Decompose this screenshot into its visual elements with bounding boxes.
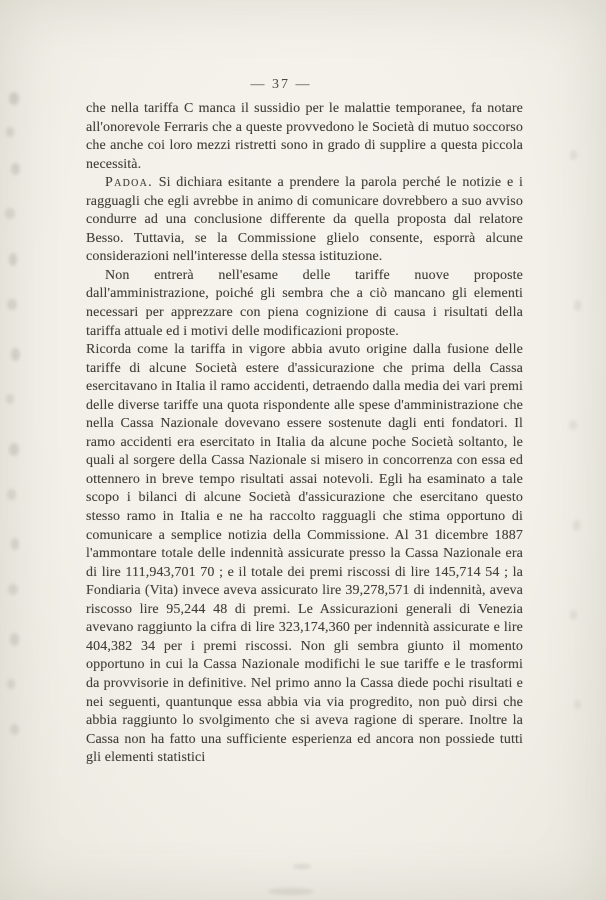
ink-bleed-mark (7, 299, 17, 310)
ink-bleed-mark (9, 253, 17, 266)
ink-bleed-mark (268, 888, 314, 895)
ink-bleed-mark (10, 633, 19, 646)
ink-bleed-mark (574, 300, 581, 311)
paragraph: Ricorda come la tariffa in vigore abbia avuto origine dalla fusione delle tariffe di alcune Società estere d'assicurazione che prima della Cassa esercitavano in Italia il ramo accidenti, detraendo dalla media dei vari premi delle diverse tariffe una quota rispondente alle spese d'amministrazione che nella Cassa Nazionale dovevano essere sostenute dagli enti fondatori. Il ramo accidenti era esercitato in Italia da alcune poche Società soltanto, le quali al sorgere della Cassa Nazionale si misero in concorrenza con essa ed ottennero in breve tempo risultati assai notevoli. Egli ha esaminato a tale scopo i bilanci di alcune Società d'assicurazione che esercitano questo stesso ramo in Italia e ne ha raccolto ragguagli che stima opportuno di comunicare a semplice notizia della Commissione. Al 31 dicembre 1887 l'ammontare totale delle indennità assicurate presso la Cassa Nazionale era di lire 111,943,701 70 ; e il totale dei premi riscossi di lire 145,714 54 ; la Fondiaria (Vita) invece aveva assicurato lire 39,278,571 di indennità, aveva riscosso lire 95,244 48 di premi. Le Assicurazioni generali di Venezia avevano raggiunto la cifra di lire 323,174,360 per indennità assicurate e lire 404,382 34 per i premi riscossi. Non gli sembra giunto il momento opportuno in cui la Cassa Nazionale modifichi le sue tariffe e le trasformi da provvisorie in definitive. Nel primo anno la Cassa diede pochi risultati e nei seguenti, quantunque essa abbia via via progredito, non può dirsi che abbia raggiunto lo svolgimento che si aveva ragione di sperare. Inoltre la Cassa non ha fatto una sufficiente esperienza ed ancora non possiede tutti gli elementi statistici (86, 342, 523, 766)
ink-bleed-mark (569, 420, 577, 430)
ink-bleed-mark (570, 610, 577, 620)
ink-bleed-mark (10, 724, 19, 735)
ink-bleed-mark (8, 584, 18, 595)
ink-bleed-mark (7, 679, 15, 689)
ink-bleed-mark (11, 348, 20, 361)
ink-bleed-mark (6, 394, 14, 404)
ink-bleed-mark (9, 92, 19, 105)
paragraph: Non entrerà nell'esame delle tariffe nuove proposte dall'amministrazione, poiché gli sembra che a ciò mancano gli elementi necessari per apprezzare con piena cognizione di causa i risultati della tariffa attuale ed i motivi delle modificazioni proposte. (86, 267, 523, 339)
ink-bleed-mark (9, 443, 19, 456)
body-text (86, 100, 523, 768)
ink-bleed-mark (5, 208, 15, 219)
ink-bleed-mark (574, 700, 581, 709)
ink-bleed-mark (293, 864, 311, 869)
page-number: — 37 — (250, 77, 312, 92)
ink-bleed-mark (11, 163, 20, 175)
ink-bleed-mark (6, 127, 14, 137)
ink-bleed-mark (573, 520, 580, 531)
paragraph: Padoa. Si dichiara esitante a prendere la parola perché le notizie e i ragguagli che egli avrebbe in animo di comunicare dovrebbero a suo avviso condurre ad una conclusione differente da quella proposta dal relatore Besso. Tuttavia, se la Commissione glielo consente, esporrà alcune considerazioni nell'interesse della stessa istituzione. (86, 175, 523, 265)
ink-bleed-mark (7, 489, 16, 500)
ink-bleed-mark (570, 150, 577, 160)
paragraph: che nella tariffa C manca il sussidio per le malattie temporanee, fa notare all'onorevole Ferraris che a queste provvedono le Società di mutuo soccorso che anche coi loro mezzi ristretti sono in grado di supplire a questa piccola necessità. (86, 101, 523, 172)
speaker-name: Padoa. (105, 175, 153, 191)
ink-bleed-mark (11, 538, 19, 550)
